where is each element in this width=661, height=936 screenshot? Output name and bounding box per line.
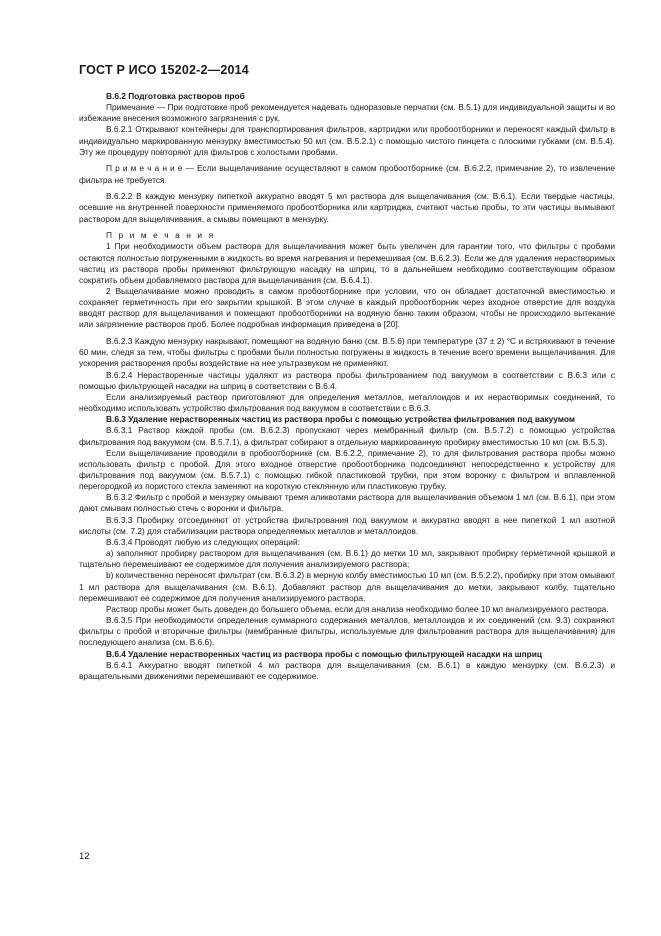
section-heading: В.6.4 Удаление нерастворенных частиц из раствора пробы с помощью фильтрующей насадки на шприц [106,648,543,659]
paragraph: В.6.3.5 При необходимости определения суммарного содержания металлов, металлоидов и их соединений (см. 9.3) сохраняют фильтры с пробой и вторичные фильтры (мембранные фильтры, используемые для фильтрования раствора для выщелачивания) для последующего анализа (см. В.6.6). [79,615,615,648]
paragraph: В.6.2.2 В каждую мензурку пипеткой аккуратно вводят 5 мл раствора для выщелачивания (см. В.6.1). Если твердые частицы, осевшие на внутренней поверхности применяемого пробоотборника или картриджа, считают частью пробы, то эти частицы вымывают раствором для выщелачивания, а смывы помещают в мензурку. [79,191,615,224]
paragraph: В.6.3.3 Пробирку отсоединяют от устройства фильтрования под вакуумом и аккуратно вводят в нее пипеткой 1 мл азотной кислоты (см. 7.2) для стабилизации раствора определяемых металлов и металлоидов. [79,514,615,536]
note: 1 При необходимости объем раствора для выщелачивания может быть увеличен для гарантии того, что фильтры с пробами остаются полностью погруженными в жидкость во время нагревания и перемешивая (см. В.6.2.3). Если же для удаления нерастворимых частиц из раствора пробы применяют фильтрующую насадку на шприц, то в дальнейшем необходимо соответствующим образом сократить объем добавляемого раствора для выщелачивания (см. В.6.4.1). [79,241,615,285]
paragraph: В.6.2.3 Каждую мензурку накрывают, помещают на водяную баню (см. В.5.6) при температуре (37 ± 2) °С и встряхивают в течение 60 мин, следя за тем, чтобы фильтры с пробами были полностью погружены в жидкость в течение всего времени выщелачивания. Для ускорения растворения пробы воздействие на нее ультразвуком не применяют. [79,336,615,369]
notes-heading: П р и м е ч а н и я [106,230,216,241]
paragraph: В.6.3.1 Раствор каждой пробы (см. В.6.2.3) пропускают через мембранный фильтр (см. В.5.7.2) с помощью устройства фильтрования под вакуумом (см. В.5.7.1), а фильтрат собирают в отдельную маркированную пробирку вместимостью 10 мл (см. В.5.3). [79,425,615,447]
document-header: ГОСТ Р ИСО 15202-2—2014 [79,63,249,77]
paragraph: Раствор пробы может быть доведен до большего объема, если для анализа необходимо более 10 мл анализируемого раствора. [106,603,609,614]
note: П р и м е ч а н и е — Если выщелачивание осуществляют в самом пробоотборнике (см. В.6.2.2, примечание 2), то извлечение фильтра не требуется. [79,163,615,185]
section-heading: В.6.3 Удаление нерастворенных частиц из раствора пробы с помощью устройства фильтрования под вакуумом [106,414,576,425]
section-heading: В.6.2 Подготовка растворов проб [106,91,245,101]
paragraph: Если анализируемый раствор приготовляют для определения металлов, металлоидов и их нерастворимых соединений, то необходимо использовать устройство фильтрования под вакуумом в соответствии с В.6.3. [79,391,615,414]
document-body [79,91,615,682]
paragraph: В.6.4.1 Аккуратно вводят пипеткой 4 мл раствора для выщелачивания (см. В.6.1) в каждую мензурку (см. В.6.2.3) и вращательными движениями перемешивают ее содержимое. [79,659,615,681]
paragraph: В.6.3.4 Проводят любую из следующих операций: [106,536,300,547]
paragraph: В.6.3.2 Фильтр с пробой и мензурку омывают тремя аликвотами раствора для выщелачивания объемом 1 мл (см. В.6.1), при этом дают смывам полностью стечь с воронки и фильтра. [79,492,615,514]
list-item: a) заполняют пробирку раствором для выщелачивания (см. В.6.1) до метки 10 мл, закрывают пробирку герметичной крышкой и тщательно перемешивают ее содержимое для получения анализируемого раствора; [79,548,615,570]
paragraph: В.6.2.1 Открывают контейнеры для транспортирования фильтров, картриджи или пробоотборники и переносят каждый фильтр в индивидуально маркированную мензурку вместимостью 50 мл (см. В.5.2.1) с помощью чистого пинцета с плоскими губками (см. В.5.4). Эту же процедуру повторяют для фильтров с холостыми пробами. [79,124,615,157]
note: Примечание — При подготовке проб рекомендуется надевать одноразовые перчатки (см. В.5.1) для индивидуальной защиты и во избежание внесения возможного загрязнения с рук. [79,102,615,124]
note: 2 Выщелачивание можно проводить в самом пробоотборнике при условии, что он обладает достаточной вместимостью и сохраняет герметичность при его закрытии крышкой. В этом случае в каждый пробоотборник через входное отверстие для воздуха вводят раствор для выщелачивания и помещают пробоотборники на водяную баню таким образом, чтобы не происходило вытекание или загрязнение растворов проб. Более подробная информация приведена в [20]. [79,286,615,330]
page-number: 12 [79,851,90,862]
list-item: b) количественно переносят фильтрат (см. В.6.3.2) в мерную колбу вместимостью 10 мл (см. В.5.2.2), пробирку при этом омывают 1 мл раствора для выщелачивания (см. В.6.1). Добавляют раствор для выщелачивания до метки, закрывают колбу, тщательно перемешивают ее содержимое для получения анализируемого раствора. [79,570,615,603]
paragraph: Если выщелачивание проводили в пробоотборнике (см. В.6.2.2, примечание 2), то для фильтрования раствора пробы можно использовать фильтр с пробой. Для этого входное отверстие пробоотборника подсоединяют непосредственно к устройству для фильтрования под вакуумом (см. В.5.7.1) с помощью гибкой пластиковой трубки, при этом воронку с фильтром и вплавленной перегородкой из пористого стекла заменяют на короткую стеклянную или пластиковую трубку. [79,447,615,492]
paragraph: В.6.2.4 Нерастворенные частицы удаляют из раствора пробы фильтрованием под вакуумом в соответствии с В.6.3 или с помощью фильтрующей насадки на шприц в соответствии с В.6.4. [79,369,615,391]
